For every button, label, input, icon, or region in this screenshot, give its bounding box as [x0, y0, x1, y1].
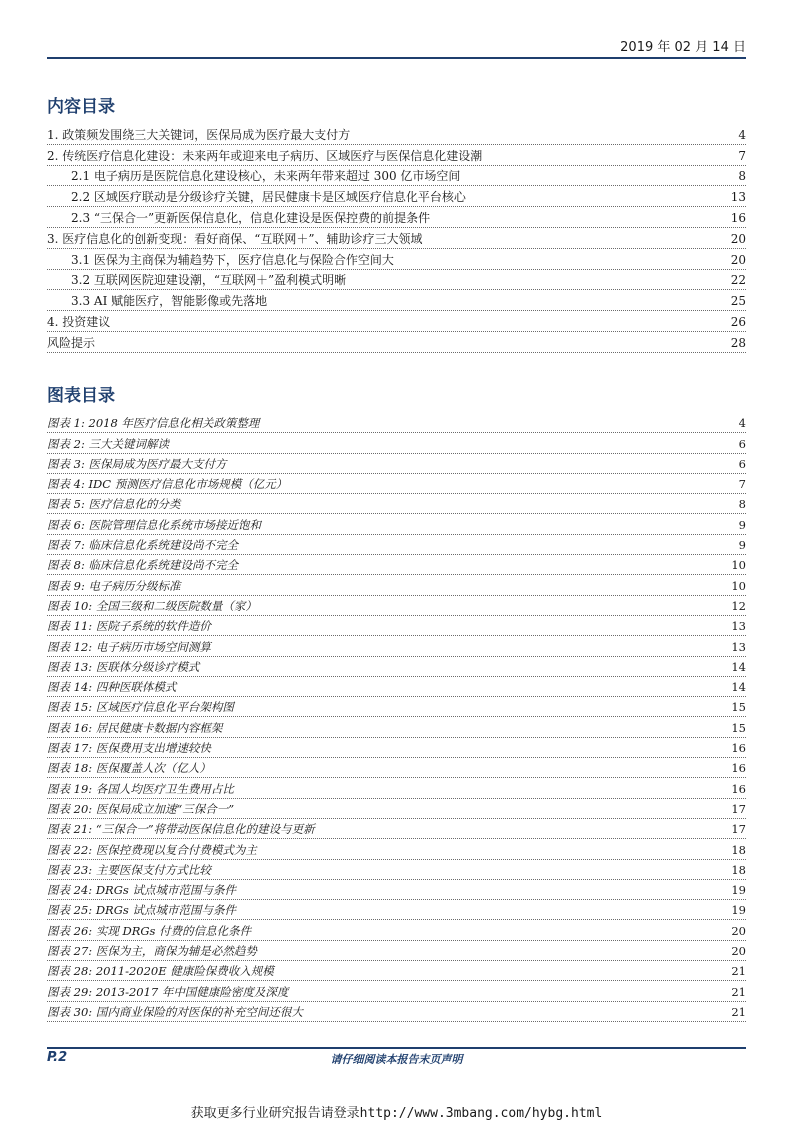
figure-entry-title: 图表 1: 2018 年医疗信息化相关政策整理	[47, 416, 260, 431]
figure-entry-title: 图表 6: 医院管理信息化系统市场接近饱和	[47, 517, 262, 532]
toc-entry-title: 4. 投资建议	[47, 314, 111, 329]
toc-entry-title: 2.2 区域医疗联动是分级诊疗关键，居民健康卡是区域医疗信息化平台核心	[71, 190, 466, 205]
toc-entry-title: 3.1 医保为主商保为辅趋势下，医疗信息化与保险合作空间大	[71, 252, 394, 267]
toc-entry-page: 20	[730, 252, 746, 267]
figure-entry-page: 14	[731, 680, 746, 695]
report-date: 2019 年 02 月 14 日	[620, 40, 746, 55]
figure-entry-title: 图表 16: 居民健康卡数据内容框架	[47, 720, 223, 735]
toc-entry-page: 25	[730, 294, 746, 309]
figure-entry-title: 图表 5: 医疗信息化的分类	[47, 497, 181, 512]
figure-entry[interactable]	[47, 738, 746, 758]
toc-entry-title: 2.3 “三保合一”更新医保信息化，信息化建设是医保控费的前提条件	[71, 210, 431, 225]
toc-entry-page: 13	[730, 190, 746, 205]
toc-entry[interactable]	[47, 124, 746, 145]
toc-entry-title: 2. 传统医疗信息化建设：未来两年或迎来电子病历、区域医疗与医保信息化建设潮	[47, 148, 483, 163]
figure-entry[interactable]	[47, 717, 746, 737]
figure-entry-page: 10	[731, 558, 746, 573]
figure-entry[interactable]	[47, 474, 746, 494]
figure-entry[interactable]	[47, 941, 746, 961]
figure-entry-page: 12	[731, 598, 746, 613]
figure-entry[interactable]	[47, 839, 746, 859]
toc-entry-page: 16	[730, 210, 746, 225]
figure-entry-page: 17	[731, 801, 746, 816]
figure-entry-title: 图表 13: 医联体分级诊疗模式	[47, 659, 200, 674]
figure-entry-page: 6	[738, 456, 746, 471]
toc-entry-title: 3.2 互联网医院迎建设潮，“互联网＋”盈利模式明晰	[71, 273, 347, 288]
figure-entry-page: 14	[731, 659, 746, 674]
figure-entry-page: 20	[731, 944, 746, 959]
figure-entry-title: 图表 15: 区域医疗信息化平台架构图	[47, 700, 234, 715]
figure-entry-page: 18	[731, 862, 746, 877]
toc-entry-page: 8	[738, 169, 746, 184]
footer-divider	[47, 1047, 746, 1049]
figure-entry-page: 18	[731, 842, 746, 857]
figure-entry-title: 图表 14: 四种医联体模式	[47, 680, 177, 695]
figure-entry-title: 图表 8: 临床信息化系统建设尚不完全	[47, 558, 239, 573]
toc-entry[interactable]	[47, 270, 746, 291]
figure-entry-title: 图表 12: 电子病历市场空间测算	[47, 639, 211, 654]
figure-entry-title: 图表 19: 各国人均医疗卫生费用占比	[47, 781, 234, 796]
figure-entry-page: 9	[738, 517, 746, 532]
toc-entry[interactable]	[47, 228, 746, 249]
toc-entry-title: 风险提示	[47, 335, 96, 350]
figure-entry[interactable]	[47, 1002, 746, 1022]
figure-entry[interactable]	[47, 575, 746, 595]
toc-entry[interactable]	[47, 186, 746, 207]
toc-entry-title: 1. 政策频发围绕三大关键词，医保局成为医疗最大支付方	[47, 127, 351, 142]
figure-entry-page: 13	[731, 619, 746, 634]
figure-entry-page: 15	[731, 700, 746, 715]
figure-entry-title: 图表 17: 医保费用支出增速较快	[47, 741, 211, 756]
figure-entry-page: 17	[731, 822, 746, 837]
figure-entry[interactable]	[47, 697, 746, 717]
figure-entry[interactable]	[47, 778, 746, 798]
toc-entry-page: 4	[738, 127, 746, 142]
figure-entry[interactable]	[47, 758, 746, 778]
figure-entry-title: 图表 30: 国内商业保险的对医保的补充空间还很大	[47, 1004, 303, 1019]
toc-entry-page: 28	[730, 335, 746, 350]
toc-entry[interactable]	[47, 207, 746, 228]
figure-entry-title: 图表 23: 主要医保支付方式比较	[47, 862, 211, 877]
figure-entry[interactable]	[47, 413, 746, 433]
toc-entry-title: 2.1 电子病历是医院信息化建设核心，未来两年带来超过 300 亿市场空间	[71, 169, 461, 184]
figure-entry[interactable]	[47, 677, 746, 697]
figure-entry[interactable]	[47, 900, 746, 920]
figure-entry[interactable]	[47, 616, 746, 636]
figure-entry[interactable]	[47, 596, 746, 616]
figure-entry[interactable]	[47, 494, 746, 514]
figure-entry-page: 6	[738, 436, 746, 451]
figure-entry-title: 图表 20: 医保局成立加速“三保合一”	[47, 801, 235, 816]
figure-entry[interactable]	[47, 555, 746, 575]
figure-entry[interactable]	[47, 920, 746, 940]
figure-entry[interactable]	[47, 433, 746, 453]
figure-entry-title: 图表 2: 三大关键词解读	[47, 436, 170, 451]
toc-entry[interactable]	[47, 311, 746, 332]
figure-entry-page: 9	[738, 538, 746, 553]
figure-entry-title: 图表 21: “三保合一”将带动医保信息化的建设与更新	[47, 822, 315, 837]
watermark-link[interactable]: 获取更多行业研究报告请登录http://www.3mbang.com/hybg.html	[190, 1106, 603, 1121]
figure-entry-title: 图表 11: 医院子系统的软件造价	[47, 619, 211, 634]
figure-entry[interactable]	[47, 535, 746, 555]
contents-list	[47, 124, 746, 353]
figure-entry[interactable]	[47, 961, 746, 981]
figure-entry-title: 图表 22: 医保控费现以复合付费模式为主	[47, 842, 257, 857]
header-divider	[47, 57, 746, 59]
figure-entry-title: 图表 25: DRGs 试点城市范围与条件	[47, 903, 236, 918]
figure-entry-page: 21	[731, 1004, 746, 1019]
figure-entry-title: 图表 26: 实现 DRGs 付费的信息化条件	[47, 923, 252, 938]
figure-entry-title: 图表 29: 2013-2017 年中国健康险密度及深度	[47, 984, 289, 999]
figure-entry-page: 10	[731, 578, 746, 593]
toc-entry[interactable]	[47, 166, 746, 187]
figure-entry-page: 13	[731, 639, 746, 654]
toc-entry[interactable]	[47, 145, 746, 166]
figure-entry[interactable]	[47, 819, 746, 839]
figures-title: 图表目录	[47, 386, 115, 406]
figure-entry-page: 16	[731, 761, 746, 776]
figures-list	[47, 413, 746, 1022]
figure-entry-title: 图表 9: 电子病历分级标准	[47, 578, 181, 593]
figure-entry-title: 图表 4: IDC 预测医疗信息化市场规模（亿元）	[47, 477, 288, 492]
figure-entry-page: 19	[731, 903, 746, 918]
toc-entry-title: 3.3 AI 赋能医疗，智能影像或先落地	[71, 294, 268, 309]
figure-entry[interactable]	[47, 514, 746, 534]
figure-entry-page: 16	[731, 781, 746, 796]
toc-entry[interactable]	[47, 249, 746, 270]
disclaimer-notice: 请仔细阅读本报告末页声明	[330, 1053, 463, 1066]
toc-entry[interactable]	[47, 290, 746, 311]
figure-entry[interactable]	[47, 454, 746, 474]
figure-entry-title: 图表 3: 医保局成为医疗最大支付方	[47, 456, 227, 471]
toc-entry-page: 20	[730, 231, 746, 246]
figure-entry-page: 8	[738, 497, 746, 512]
toc-entry-page: 22	[730, 273, 746, 288]
figure-entry-page: 21	[731, 964, 746, 979]
figure-entry-page: 4	[738, 416, 746, 431]
toc-entry[interactable]	[47, 332, 746, 353]
figure-entry-title: 图表 28: 2011-2020E 健康险保费收入规模	[47, 964, 274, 979]
figure-entry-title: 图表 18: 医保覆盖人次（亿人）	[47, 761, 211, 776]
figure-entry-page: 16	[731, 741, 746, 756]
contents-title: 内容目录	[47, 97, 115, 117]
toc-entry-page: 26	[730, 314, 746, 329]
figure-entry-title: 图表 24: DRGs 试点城市范围与条件	[47, 883, 236, 898]
figure-entry-page: 21	[731, 984, 746, 999]
figure-entry-title: 图表 7: 临床信息化系统建设尚不完全	[47, 538, 239, 553]
figure-entry-title: 图表 27: 医保为主，商保为辅是必然趋势	[47, 944, 257, 959]
figure-entry-page: 19	[731, 883, 746, 898]
figure-entry[interactable]	[47, 981, 746, 1001]
figure-entry-page: 15	[731, 720, 746, 735]
toc-entry-title: 3. 医疗信息化的创新变现：看好商保、“互联网＋”、辅助诊疗三大领域	[47, 231, 423, 246]
figure-entry[interactable]	[47, 657, 746, 677]
figure-entry-page: 7	[738, 477, 746, 492]
figure-entry[interactable]	[47, 799, 746, 819]
figure-entry-page: 20	[731, 923, 746, 938]
page-number: P.2	[47, 1050, 68, 1065]
figure-entry[interactable]	[47, 636, 746, 656]
figure-entry[interactable]	[47, 860, 746, 880]
toc-entry-page: 7	[738, 148, 746, 163]
figure-entry[interactable]	[47, 880, 746, 900]
figure-entry-title: 图表 10: 全国三级和二级医院数量（家）	[47, 598, 257, 613]
